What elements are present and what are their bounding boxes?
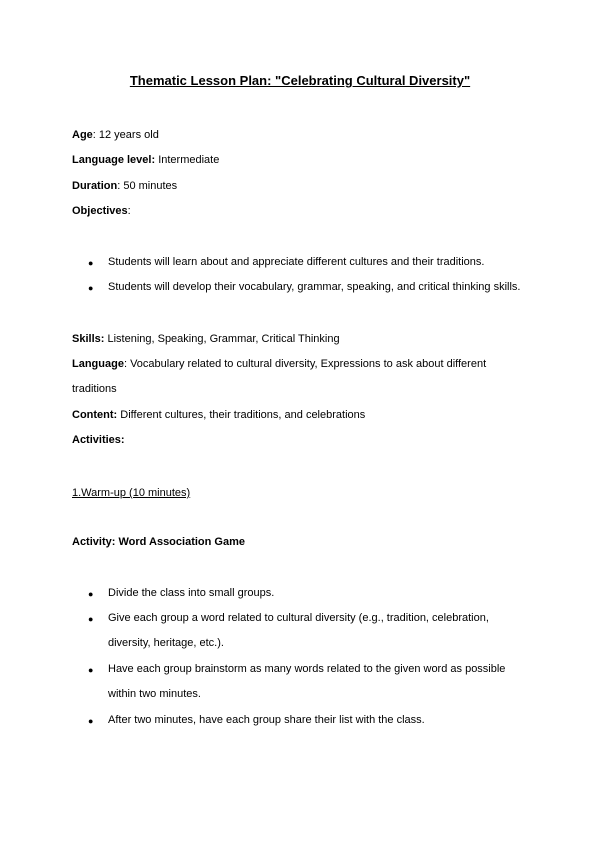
page-title: Thematic Lesson Plan: "Celebrating Cultural Diversity" (129, 73, 471, 88)
objectives-heading (72, 204, 131, 218)
step-item: Give each group a word related to cultural diversity (e.g., tradition, celebration, (108, 612, 489, 624)
step-item: Have each group brainstorm as many words related to the given word as possible (108, 663, 506, 675)
language-value-continued: traditions (72, 383, 117, 395)
language-line (72, 357, 486, 371)
language-level-value: Intermediate (155, 154, 220, 166)
content-line (72, 408, 365, 422)
objective-item: Students will learn about and appreciate different cultures and their traditions. (108, 256, 485, 268)
section-heading-warm-up: 1.Warm-up (10 minutes) (72, 487, 191, 499)
step-item-continued: within two minutes. (108, 688, 201, 700)
objectives-colon: : (127, 205, 131, 217)
duration-line (72, 179, 177, 193)
skills-line (72, 332, 340, 346)
activities-heading: Activities: (72, 434, 125, 446)
skills-label: Skills: (72, 333, 105, 345)
bullet-icon: ● (88, 589, 94, 599)
language-level-line (72, 153, 219, 167)
activity-title: Activity: Word Association Game (72, 536, 245, 548)
objectives-label: Objectives (72, 205, 128, 217)
bullet-icon: ● (88, 665, 94, 675)
content-value: Different cultures, their traditions, and celebrations (117, 409, 366, 421)
content-label: Content: (72, 409, 118, 421)
duration-label: Duration (72, 180, 118, 192)
skills-value: Listening, Speaking, Grammar, Critical Thinking (104, 333, 340, 345)
duration-value: : 50 minutes (117, 180, 178, 192)
objective-item: Students will develop their vocabulary, grammar, speaking, and critical thinking skills. (108, 281, 521, 293)
language-label: Language (72, 358, 124, 370)
step-item: After two minutes, have each group share their list with the class. (108, 714, 425, 726)
step-item: Divide the class into small groups. (108, 587, 275, 599)
age-label: Age (72, 129, 93, 141)
bullet-icon: ● (88, 283, 94, 293)
language-level-label: Language level: (72, 154, 156, 166)
bullet-icon: ● (88, 258, 94, 268)
age-value: : 12 years old (92, 129, 159, 141)
step-item-continued: diversity, heritage, etc.). (108, 637, 224, 649)
bullet-icon: ● (88, 716, 94, 726)
language-value: : Vocabulary related to cultural diversity, Expressions to ask about different (123, 358, 487, 370)
bullet-icon: ● (88, 614, 94, 624)
age-line (72, 128, 159, 142)
